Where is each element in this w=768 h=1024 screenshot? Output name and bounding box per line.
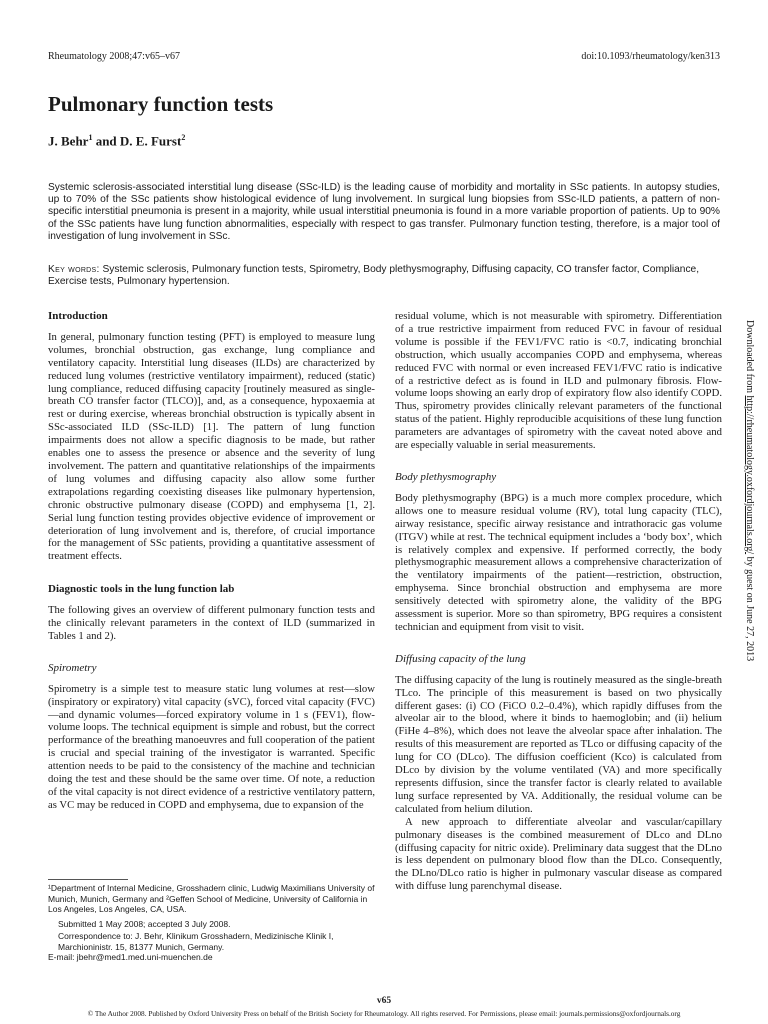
affiliation-marker: 2 — [181, 133, 186, 142]
paragraph: A new approach to differentiate alveolar and vascular/capillary pulmonary diseases is the combined measurement of DLco and DLno (diffusing capacity for nitric oxide). Preliminary data suggest that the DLno is less dependent on pulmonary blood flow than the DLco. Consequently, the DLno/DLco ratio is higher in pulmonary vascular disease as compared with diffuse lung parenchymal disease. — [395, 815, 722, 893]
keywords — [48, 264, 720, 288]
footnote — [48, 879, 375, 963]
subsection-heading: Body plethysmography — [395, 470, 497, 483]
abstract: Systemic sclerosis-associated interstitial lung disease (SSc-ILD) is the leading cause of morbidity and mortality in SSc patients. In autopsy studies, up to 70% of the SSc patients show histological evidence of lung involvement. In surgical lung biopsies from SSc-ILD patients, a pattern of non-specific interstitial pneumonia is present in a majority, while usual interstitial pneumonia is found in a more variable proportion of patients. Up to 90% of the SSc patients have lung function abnormalities, especially with respect to gas transfer. Pulmonary function testing, therefore, is a major tool of investigation of lung involvement in SSc. — [48, 182, 720, 242]
paragraph: In general, pulmonary function testing (PFT) is employed to measure lung volumes, bronchial obstruction, gas exchange, lung compliance and ventilatory capacity. Interstitial lung diseases (ILDs) are characterized by reduced lung volumes (restrictive ventilatory impairment), reduced (static) lung compliance, reduced diffusing capacity [routinely measured as single-breath CO transfer factor (TLCO)], and, as a consequence, hypoxaemia at rest or during exercise, whereas bronchial obstruction is typically absent in SSc-associated ILD (SSc-ILD) [1]. The pattern of lung function impairments does not allow a specific diagnosis to be made, but rather enables one to assess the presence or absence and the severity of lung involvement. The pattern and quantitative relationships of the impairments of lung volumes and diffusing capacity also allow some further extrapolations regarding coexisting diseases like pulmonary hypertension, chronic obstructive pulmonary disease (COPD) and emphysema [1, 2]. Serial lung function testing provides objective evidence of improvement or deterioration of lung involvement and is, therefore, of crucial importance for the management of SSc patients, providing a quantitative assessment of treatment effects. — [48, 330, 375, 563]
subsection-heading: Spirometry — [48, 661, 97, 674]
download-prefix: Downloaded from — [744, 320, 755, 396]
journal-citation: Rheumatology 2008;47:v65–v67 — [48, 51, 180, 62]
paragraph: The following gives an overview of different pulmonary function tests and the clinically relevant parameters in the context of ILD (summarized in Tables 1 and 2). — [48, 604, 375, 642]
download-notice — [744, 320, 755, 661]
left-column — [48, 310, 375, 812]
section-heading: Introduction — [48, 310, 108, 322]
author-separator: and — [92, 133, 120, 149]
correspondence: Correspondence to: J. Behr, Klinikum Grosshadern, Medizinische Klinik I, Marchioninistr. 15, 81377 Munich, Germany. — [58, 931, 334, 952]
download-watermark — [735, 320, 755, 690]
copyright: © The Author 2008. Published by Oxford University Press on behalf of the British Society for Rheumatology. All rights reserved. For Permissions, please email: journals.permissions@oxfordjournals.org — [87, 1009, 681, 1018]
submission-dates: Submitted 1 May 2008; accepted 3 July 2008. — [58, 918, 231, 929]
paragraph: residual volume, which is not measurable with spirometry. Differentiation of a true restrictive impairment from reduced FVC in favour of residual volume is possible if the FEV1/FVC ratio is <0.7, indicating bronchial obstruction, which usually accompanies COPD and emphysema, whereas reduced FVC with normal or even increased FEV1/FVC ratio is indicative of a restrictive defect as is found in ILD and pulmonary fibrosis. Flow-volume loops showing an early drop of expiratory flow also identify COPD. Thus, spirometry provides clinically relevant parameters of the functional status of the patient. Highly reproducible acquisitions of these lung function parameters are advantages of spirometry with the caveat noted above and are especially valuable in serial measurements. — [395, 310, 722, 452]
author-name: D. E. Furst — [119, 133, 182, 149]
paragraph: Body plethysmography (BPG) is a much more complex procedure, which allows one to measure residual volume (RV), total lung capacity (TLC), airway resistance, specific airway resistance and intrathoracic gas volume (ITGV) while at rest. The technical equipment includes a ‘body box’, which is relatively complex and expensive. If performed correctly, the body plethysmographic measurement allows a comprehensive characterization of the ventilatory impairments of the patient—restriction, obstruction, emphysema. Since bronchial obstruction and emphysema are more sensitively detected with spirometry alone, the validity of the BPG assessment is superior. More so than spirometry, BPG requires a consistent technician and equipment from visit to visit. — [395, 491, 722, 633]
section-heading: Diagnostic tools in the lung function lab — [48, 583, 235, 596]
running-head — [48, 51, 720, 65]
author-name: J. Behr — [48, 133, 89, 149]
affiliations: ¹Department of Internal Medicine, Grosshadern clinic, Ludwig Maximilians University of Munich, Munich, Germany and ²Geffen School of Medicine, University of California in Los Angeles, Los Angeles, CA, USA. — [48, 883, 375, 914]
affiliation-marker: 1 — [88, 133, 93, 142]
right-column — [395, 310, 722, 893]
download-suffix: by guest on June 27, 2013 — [744, 554, 755, 662]
doi-link[interactable]: doi:10.1093/rheumatology/ken313 — [581, 51, 720, 62]
email[interactable]: E-mail: jbehr@med1.med.uni-muenchen.de — [48, 952, 213, 962]
journal-link[interactable]: http://rheumatology.oxfordjournals.org/ — [744, 395, 755, 555]
article-title: Pulmonary function tests — [48, 92, 274, 116]
paragraph: Spirometry is a simple test to measure static lung volumes at rest—slow (inspiratory or expiratory) vital capacity (sVC), forced vital capacity (FVC)—and dynamic volumes—forced expiratory volume in 1 s (FEV1), flow-volume loops. The technical equipment is simple and robust, but the correct performance of the breathing manoeuvres and full cooperation of the patient is crucial and special training of the investigator is warranted. Specific attention needs to be paid to the consistency of the machine and technician doing the test and these should be the same over time. Of note, a reduction of the vital capacity is not direct evidence of a restrictive ventilatory pattern, as VC may be reduced in COPD and emphysema, due to expansion of the — [48, 682, 375, 811]
footnote-rule — [48, 879, 128, 880]
author-list — [48, 133, 185, 149]
page-number: v65 — [376, 996, 392, 1006]
keywords-text: Systemic sclerosis, Pulmonary function tests, Spirometry, Body plethysmography, Diffusing capacity, CO transfer factor, Compliance, Exercise tests, Pulmonary hypertension. — [48, 264, 700, 288]
subsection-heading: Diffusing capacity of the lung — [395, 652, 526, 665]
keywords-label: Key words: — [48, 264, 100, 275]
paragraph: The diffusing capacity of the lung is routinely measured as the single-breath TLco. The principle of this measurement is based on two physically different gases: (i) CO (FiCO 0.2–0.4%), which rapidly diffuses from the alveolar air to the blood, where it binds to haemoglobin; and (ii) helium (FiHe 4–8%), which does not leave the alveolar space after inhalation. The results of this measurement are reported as TLco or diffusing capacity of the lung for CO (DLco). The diffusion coefficient (Kco) is calculated from DLco by division by the volume ventilated (VA) and more specifically represents diffusion, since the transfer factor is clearly related to available lung surface represented by VA. Additionally, the residual volume can be calculated from helium dilution. — [395, 673, 722, 815]
